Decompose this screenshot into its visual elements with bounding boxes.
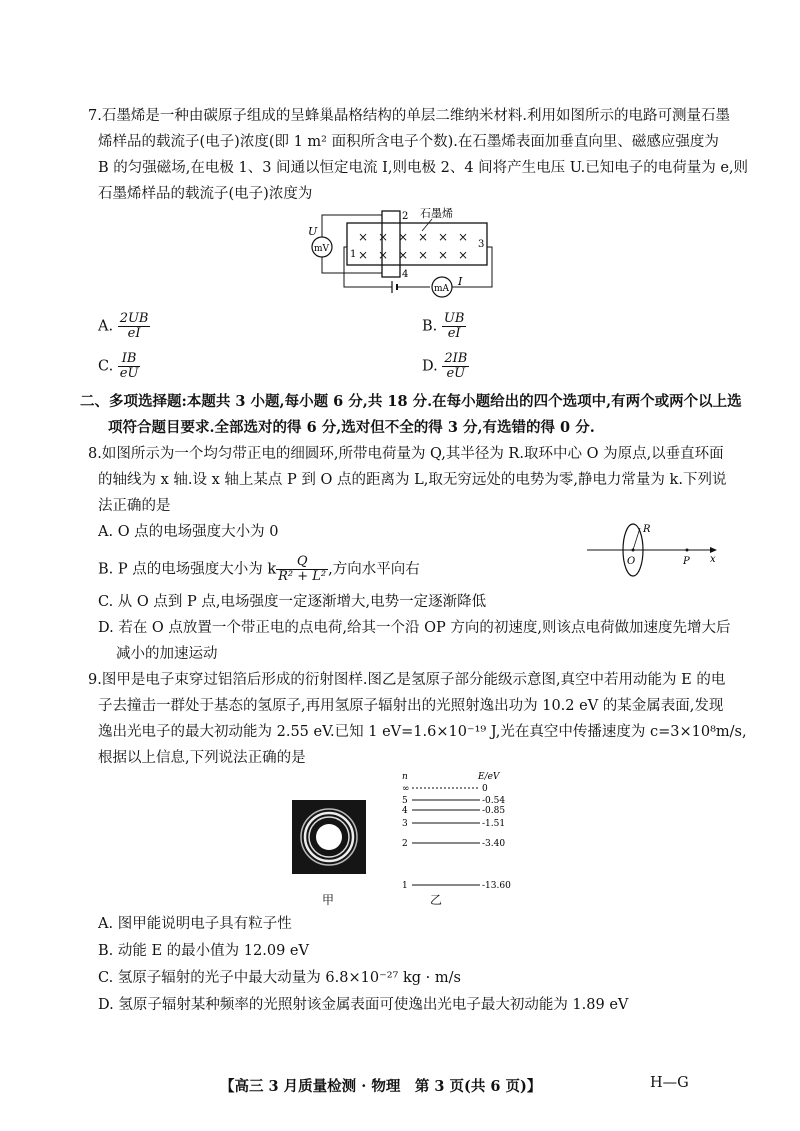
svg-text:U: U [308, 225, 318, 238]
level-energy-5: -13.60 [482, 881, 511, 890]
level-n-1: 5 [402, 796, 408, 806]
q7-line-1: 7.石墨烯是一种由碳原子组成的呈蜂巢晶格结构的单层二维纳米材料.利用如图所示的电路可测量石墨 [88, 108, 730, 124]
q8-option-b[interactable]: B. P 点的电场强度大小为 k $\frac{Q}{\text{R² + L²}}$ ,方向水平向右 [98, 554, 420, 584]
q9-line-1: 9.图甲是电子束穿过铝箔后形成的衍射图样.图乙是氢原子部分能级示意图,真空中若用动能为 E 的电 [88, 672, 726, 688]
svg-text:E/eV: E/eV [478, 772, 500, 782]
q9-line-4: 根据以上信息,下列说法正确的是 [98, 750, 306, 766]
paper-code: H—G [650, 1075, 689, 1091]
q9-option-d[interactable]: D. 氢原子辐射某种频率的光照射该金属表面可使逸出光电子最大初动能为 1.89 eV [98, 997, 629, 1013]
svg-text:I: I [458, 275, 463, 288]
level-energy-3: -1.51 [482, 819, 506, 829]
svg-text:×: × [438, 230, 449, 244]
svg-text:1: 1 [350, 249, 357, 260]
fig-jia-label: 甲 [322, 893, 335, 907]
page-footer: 【高三 3 月质量检测 · 物理 第 3 页(共 6 页)】 [220, 1078, 542, 1095]
q7-option-a[interactable]: A. $\frac{2UB}{eI}$ [98, 311, 149, 341]
svg-text:×: × [458, 248, 469, 262]
q8-option-a[interactable]: A. O 点的电场强度大小为 0 [98, 524, 279, 540]
voltmeter-label: mV [314, 244, 330, 254]
level-energy-1: -0.54 [482, 796, 506, 806]
section2-line-2: 项符合题目要求.全部选对的得 6 分,选对但不全的得 3 分,有选错的得 0 分. [108, 419, 595, 436]
svg-text:2: 2 [402, 211, 409, 222]
svg-text:×: × [398, 230, 409, 244]
level-energy-2: -0.85 [482, 806, 506, 816]
level-n-4: 2 [402, 839, 408, 849]
svg-text:×: × [458, 230, 469, 244]
q7-line-2: 烯样品的载流子(电子)浓度(即 1 m² 面积所含电子个数).在石墨烯表面加垂直向里、磁感应强度为 [98, 134, 719, 150]
q9-line-3: 逸出光电子的最大初动能为 2.55 eV.已知 1 eV=1.6×10⁻¹⁹ J,光在真空中传播速度为 c=3×10⁸m/s, [98, 724, 747, 740]
level-n-5: 1 [402, 881, 408, 890]
graphene-label: 石墨烯 [420, 207, 453, 220]
level-n-3: 3 [402, 819, 408, 829]
svg-text:×: × [398, 248, 409, 262]
fig-yi-label: 乙 [430, 893, 443, 907]
q7-option-b[interactable]: B. $\frac{UB}{eI}$ [422, 311, 465, 341]
level-n-2: 4 [402, 806, 408, 816]
svg-text:×: × [418, 230, 429, 244]
energy-level-diagram [396, 768, 526, 890]
q7-option-d[interactable]: D. $\frac{2IB}{eU}$ [422, 351, 468, 381]
svg-text:3: 3 [478, 239, 485, 250]
q8-option-d[interactable]: D. 若在 O 点放置一个带正电的点电荷,给其一个沿 OP 方向的初速度,则该点电荷做加速度先增大后 [98, 620, 731, 636]
svg-text:n: n [402, 772, 408, 782]
svg-text:4: 4 [402, 269, 409, 280]
level-n-0: ∞ [402, 784, 410, 794]
ammeter-label: mA [434, 284, 450, 294]
q8-line-1: 8.如图所示为一个均匀带正电的细圆环,所带电荷量为 Q,其半径为 R.取环中心 O 为原点,以垂直环面 [88, 446, 724, 462]
svg-text:×: × [418, 248, 429, 262]
q9-option-b[interactable]: B. 动能 E 的最小值为 12.09 eV [98, 943, 309, 959]
q9-line-2: 子去撞击一群处于基态的氢原子,再用氢原子辐射出的光照射逸出功为 10.2 eV 的某金属表面,发现 [98, 698, 724, 714]
svg-text:×: × [358, 230, 369, 244]
svg-text:×: × [358, 248, 369, 262]
diffraction-pattern-image [292, 800, 366, 874]
q7-option-c[interactable]: C. $\frac{IB}{eU}$ [98, 351, 139, 381]
q8-option-c[interactable]: C. 从 O 点到 P 点,电场强度一定逐渐增大,电势一定逐渐降低 [98, 594, 487, 610]
svg-text:×: × [378, 248, 389, 262]
q9-option-a[interactable]: A. 图甲能说明电子具有粒子性 [98, 916, 292, 932]
svg-text:×: × [438, 248, 449, 262]
q8-option-d-cont: 减小的加速运动 [116, 646, 218, 662]
svg-text:R: R [643, 524, 651, 535]
svg-text:×: × [378, 230, 389, 244]
q7-line-4: 石墨烯样品的载流子(电子)浓度为 [98, 186, 313, 202]
svg-text:P: P [683, 556, 690, 567]
q8-line-3: 法正确的是 [98, 498, 171, 514]
svg-text:O: O [627, 556, 636, 567]
q8-line-2: 的轴线为 x 轴.设 x 轴上某点 P 到 O 点的距离为 L,取无穷远处的电势为零,静电力常量为 k.下列说 [98, 472, 727, 488]
section2-line-1: 二、多项选择题:本题共 3 小题,每小题 6 分,共 18 分.在每小题给出的四个选项中,有两个或两个以上选 [80, 393, 742, 410]
q8-ring-diagram [585, 520, 725, 580]
svg-text:x: x [710, 554, 716, 565]
level-energy-4: -3.40 [482, 839, 506, 849]
q7-line-3: B 的匀强磁场,在电极 1、3 间通以恒定电流 I,则电极 2、4 间将产生电压 U.已知电子的电荷量为 e,则 [98, 160, 749, 176]
q7-circuit-diagram [300, 205, 505, 300]
level-energy-0: 0 [482, 784, 488, 794]
q9-option-c[interactable]: C. 氢原子辐射的光子中最大动量为 6.8×10⁻²⁷ kg · m/s [98, 970, 461, 986]
